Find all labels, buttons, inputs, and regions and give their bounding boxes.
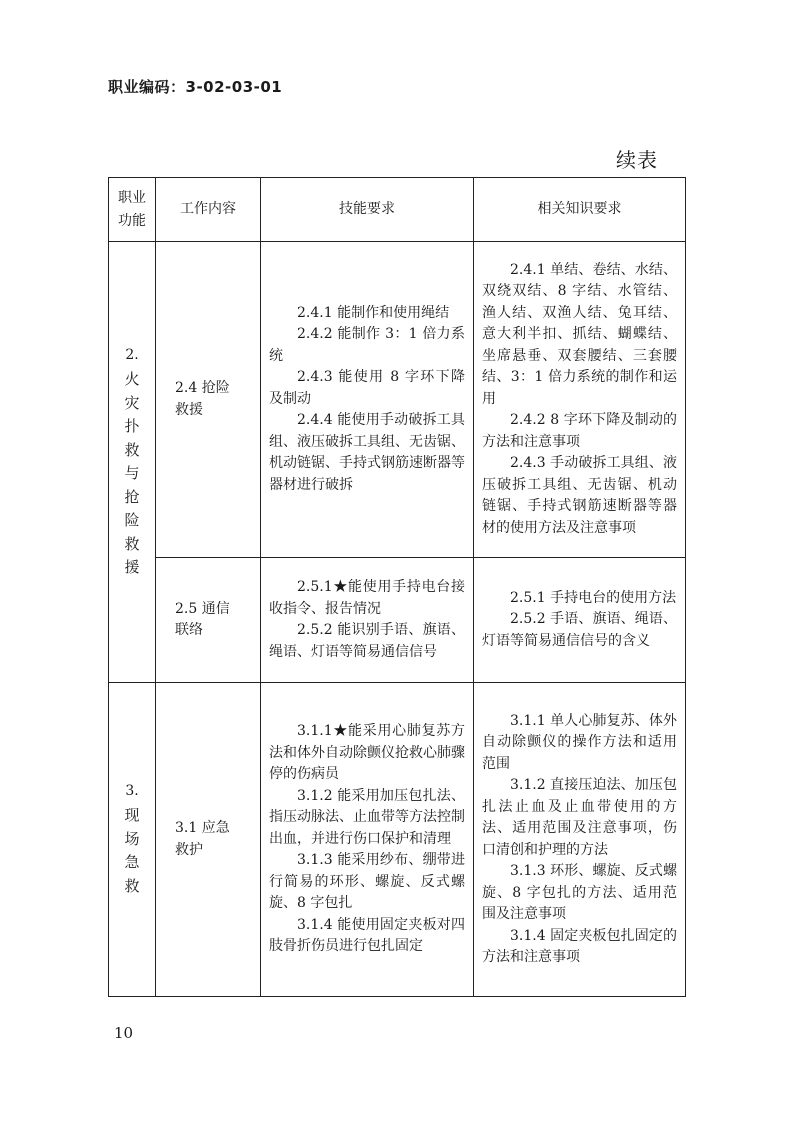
header-skill-requirements: 技能要求: [261, 178, 474, 242]
skill-cell: [261, 558, 474, 683]
function-char: 扑: [124, 417, 140, 435]
function-cell: [109, 242, 156, 683]
function-char: 救: [124, 876, 140, 895]
knowledge-item: 2.4.3 手动破拆工具组、液压破拆工具组、无齿锯、机动链锯、手持式钢筋速断器等器材的使用方法及注意事项: [482, 455, 677, 536]
knowledge-item: 2.4.1 单结、卷结、水结、双绕双结、8 字结、水管结、渔人结、双渔人结、兔耳结、意大利半扣、抓结、蝴蝶结、坐席悬垂、双套腰结、三套腰结、3：1 倍力系统的制作和运用: [482, 261, 677, 407]
function-cell: [109, 683, 156, 997]
skill-item: 3.1.2 能采用加压包扎法、指压动脉法、止血带等方法控制出血，并进行伤口保护和清理: [269, 787, 465, 847]
skill-item: 2.4.1 能制作和使用绳结: [297, 304, 450, 321]
work-content-line: 3.1 应急: [175, 820, 230, 836]
occupation-code: 职业编码：3-02-03-01: [108, 78, 283, 96]
work-content-line: 联络: [175, 622, 203, 638]
header-work-content: 工作内容: [156, 178, 261, 242]
knowledge-cell: [474, 558, 686, 683]
header-function: [109, 178, 156, 242]
knowledge-item: 3.1.1 单人心肺复苏、体外自动除颤仪的操作方法和适用范围: [482, 712, 677, 772]
skill-item: 3.1.3 能采用纱布、绷带进行简易的环形、螺旋、反式螺旋、8 字包扎: [269, 852, 465, 912]
skill-item: 2.4.3 能使用 8 字环下降及制动: [269, 369, 465, 407]
table-header-row: [109, 178, 686, 242]
knowledge-item: 3.1.2 直接压迫法、加压包扎法止血及止血带使用的方法、适用范围及注意事项，伤口清创和护理的方法: [482, 777, 677, 858]
work-content-cell: [156, 683, 261, 997]
work-content-cell: [156, 242, 261, 558]
work-content-line: 救护: [175, 841, 203, 858]
skill-item: 2.5.1★能使用手持电台接收指令、报告情况: [269, 579, 465, 617]
knowledge-item: 3.1.4 固定夹板包扎固定的方法和注意事项: [482, 927, 677, 965]
function-char: 与: [124, 464, 140, 482]
function-char: 现: [124, 806, 140, 825]
knowledge-cell: [474, 242, 686, 558]
skill-item: 3.1.1★能采用心肺复苏方法和体外自动除颤仪抢救心肺骤停的伤病员: [269, 723, 465, 783]
work-content-line: 2.5 通信: [175, 600, 230, 617]
continued-table-label: 续表: [616, 148, 658, 172]
table-row: [109, 242, 686, 558]
knowledge-item: 2.5.2 手语、旗语、绳语、灯语等简易通信信号的含义: [482, 611, 677, 649]
function-char: 场: [124, 829, 140, 848]
knowledge-item: 2.5.1 手持电台的使用方法: [510, 589, 677, 606]
knowledge-cell: [474, 683, 686, 997]
function-char: 灾: [124, 393, 140, 412]
knowledge-item: 3.1.3 环形、螺旋、反式螺旋、8 字包扎的方法、适用范围及注意事项: [482, 863, 677, 922]
skill-cell: [261, 242, 474, 558]
header-function-line: 功能: [118, 212, 146, 229]
page-number: 10: [114, 1024, 134, 1042]
function-char: 抢: [124, 487, 140, 506]
skill-item: 3.1.4 能使用固定夹板对四肢骨折伤员进行包扎固定: [269, 916, 465, 955]
knowledge-item: 2.4.2 8 字环下降及制动的方法和注意事项: [482, 412, 677, 450]
skill-item: 2.4.2 能制作 3：1 倍力系统: [269, 326, 465, 364]
header-function-line: 职业: [118, 189, 146, 206]
work-content-cell: [156, 558, 261, 683]
function-char: 救: [124, 534, 140, 553]
work-content-line: 救援: [175, 401, 203, 418]
skill-cell: [261, 683, 474, 997]
function-char: 险: [124, 511, 140, 529]
header-knowledge-requirements: 相关知识要求: [474, 178, 686, 242]
function-char: 援: [124, 558, 140, 576]
skill-item: 2.5.2 能识别手语、旗语、绳语、灯语等简易通信信号: [269, 622, 465, 660]
table-row: [109, 683, 686, 997]
function-char: 火: [124, 370, 140, 388]
function-char: 急: [124, 853, 140, 872]
table-row: [109, 558, 686, 683]
work-content-line: 2.4 抢险: [175, 380, 230, 396]
requirements-table: [108, 177, 686, 997]
function-number: 3.: [125, 782, 139, 799]
skill-item: 2.4.4 能使用手动破拆工具组、液压破拆工具组、无齿锯、机动链锯、手持式钢筋速断器等器材进行破拆: [269, 412, 465, 493]
function-number: 2.: [125, 346, 139, 363]
function-char: 救: [124, 440, 140, 459]
